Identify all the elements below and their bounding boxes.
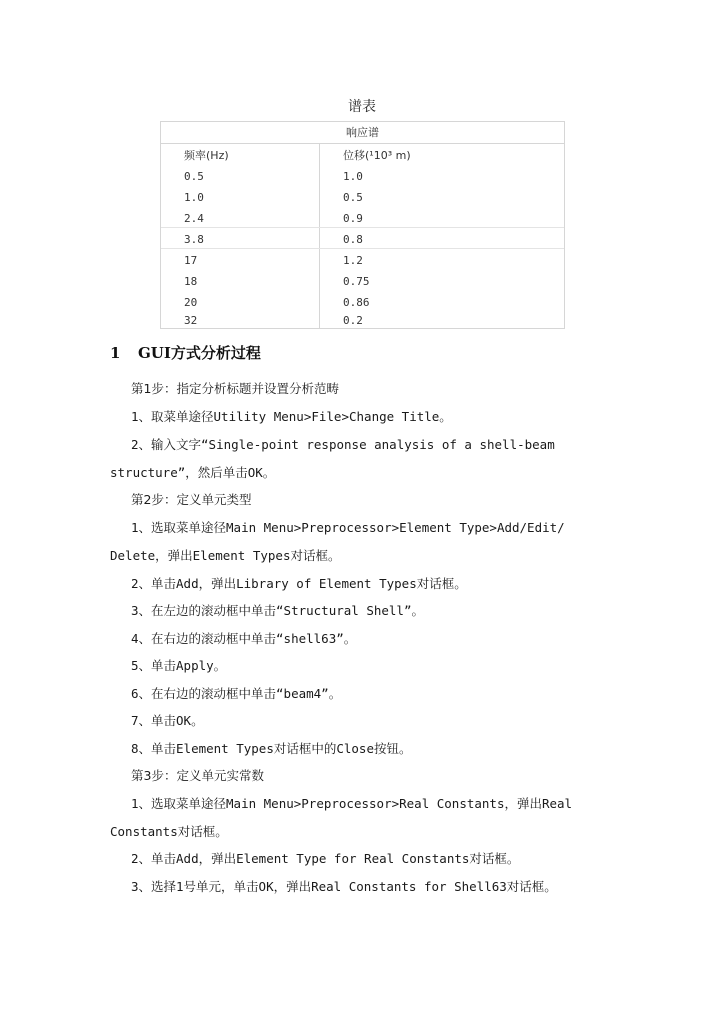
spectrum-table	[160, 121, 565, 329]
cell-displacement: 0.75	[343, 275, 370, 288]
cell-displacement: 0.8	[343, 233, 363, 246]
paragraph: structure”，然后单击OK。	[110, 465, 276, 480]
column-header-frequency: 频率(Hz)	[184, 149, 229, 162]
paragraph: 8、单击Element Types对话框中的Close按钮。	[131, 741, 412, 756]
paragraph: 1、取菜单途径Utility Menu>File>Change Title。	[131, 409, 452, 424]
cell-frequency: 18	[184, 275, 198, 288]
paragraph: 7、单击OK。	[131, 713, 204, 728]
cell-displacement: 1.0	[343, 170, 363, 183]
section-number: 1	[110, 344, 121, 362]
cell-displacement: 0.2	[343, 314, 363, 327]
table-row	[161, 167, 564, 187]
section-heading	[110, 342, 261, 363]
cell-frequency: 20	[184, 296, 198, 309]
table-row	[161, 272, 564, 292]
table-row	[161, 209, 564, 229]
cell-frequency: 0.5	[184, 170, 204, 183]
table-row-divider	[161, 248, 564, 249]
paragraph: 5、单击Apply。	[131, 658, 227, 673]
table-caption: 谱表	[348, 99, 376, 115]
cell-frequency: 2.4	[184, 212, 204, 225]
paragraph: 1、选取菜单途径Main Menu>Preprocessor>Real Constants，弹出Real	[131, 796, 573, 811]
table-row	[161, 311, 564, 331]
paragraph: Delete，弹出Element Types对话框。	[110, 548, 341, 563]
paragraph: 4、在右边的滚动框中单击“shell63”。	[131, 631, 357, 646]
section-title: GUI方式分析过程	[138, 344, 261, 362]
cell-frequency: 1.0	[184, 191, 204, 204]
cell-displacement: 1.2	[343, 254, 363, 267]
step-heading: 第3步：定义单元实常数	[131, 768, 264, 783]
step-heading: 第2步：定义单元类型	[131, 492, 252, 507]
table-row-divider	[161, 227, 564, 228]
paragraph: 2、单击Add，弹出Library of Element Types对话框。	[131, 576, 467, 591]
table-column-headers	[161, 146, 564, 166]
paragraph: 1、选取菜单途径Main Menu>Preprocessor>Element Type>Add/Edit/	[131, 520, 565, 535]
column-header-displacement: 位移(¹10³ m)	[343, 149, 411, 162]
paragraph: Constants对话框。	[110, 824, 228, 839]
step-heading: 第1步：指定分析标题并设置分析范畴	[131, 381, 339, 396]
paragraph: 3、在左边的滚动框中单击“Structural Shell”。	[131, 603, 424, 618]
paragraph: 2、单击Add，弹出Element Type for Real Constants对话框。	[131, 851, 520, 866]
cell-displacement: 0.9	[343, 212, 363, 225]
cell-frequency: 17	[184, 254, 198, 267]
table-row	[161, 251, 564, 271]
cell-displacement: 0.5	[343, 191, 363, 204]
paragraph: 2、输入文字“Single-point response analysis of a shell-beam	[131, 437, 555, 452]
table-row	[161, 230, 564, 250]
cell-frequency: 32	[184, 314, 198, 327]
paragraph: 3、选择1号单元，单击OK，弹出Real Constants for Shell63对话框。	[131, 879, 557, 894]
table-header: 响应谱	[161, 122, 564, 144]
cell-displacement: 0.86	[343, 296, 370, 309]
cell-frequency: 3.8	[184, 233, 204, 246]
table-row	[161, 188, 564, 208]
paragraph: 6、在右边的滚动框中单击“beam4”。	[131, 686, 342, 701]
table-row	[161, 293, 564, 313]
